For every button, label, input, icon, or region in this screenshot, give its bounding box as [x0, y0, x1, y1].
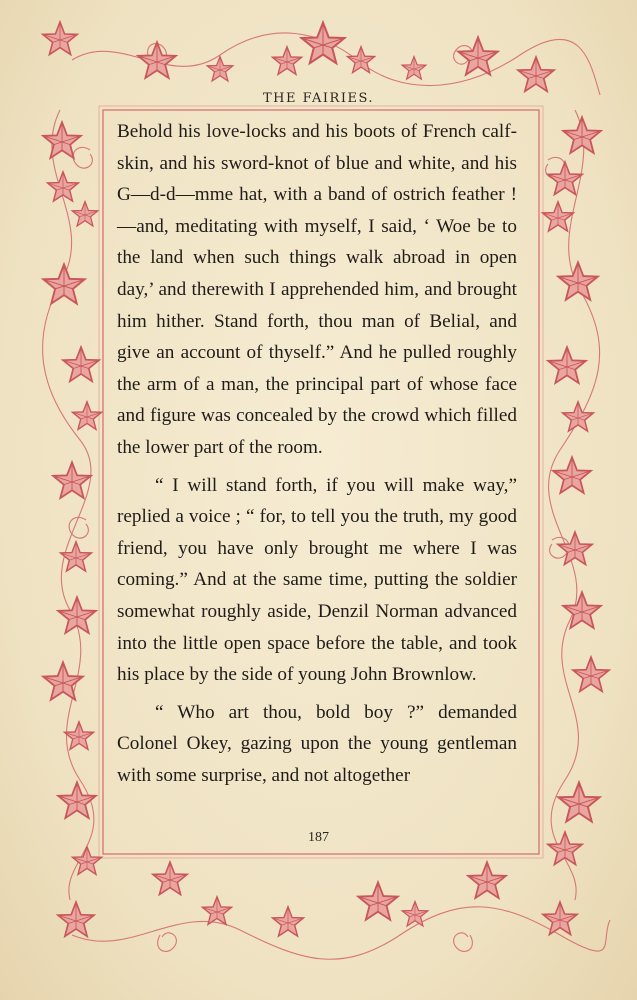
- paragraph-3: “ Who art thou, bold boy ?” demanded Colonel Okey, gazing upon the young gentleman with some surprise, and not altogether: [117, 701, 517, 786]
- body-text: [117, 116, 517, 791]
- page-number: 187: [308, 830, 329, 845]
- running-head: THE FAIRIES.: [262, 91, 375, 106]
- paragraph-2: “ I will stand forth, if you will make way,” replied a voice ; “ for, to tell you the truth, my good friend, you have only brought me where I was coming.” And at the same time, putting the soldier somewhat roughly aside, Denzil Norman advanced into the little open space before the table, and took his place by the side of young John Brownlow.: [117, 474, 517, 686]
- paragraph-1: Behold his love-locks and his boots of French calf-skin, and his sword-knot of blue and white, and his G—d-d—mme hat, with a band of ostrich feather !—and, meditating with myself, I said, ‘ Woe be to the land when such things walk abroad in open day,’ and therewith I apprehended him, and brought him hither. Stand forth, thou man of Belial, and give an account of thyself.” And he pulled roughly the arm of a man, the principal part of whose face and figure was concealed by the crowd which filled the lower part of the room.: [117, 121, 517, 458]
